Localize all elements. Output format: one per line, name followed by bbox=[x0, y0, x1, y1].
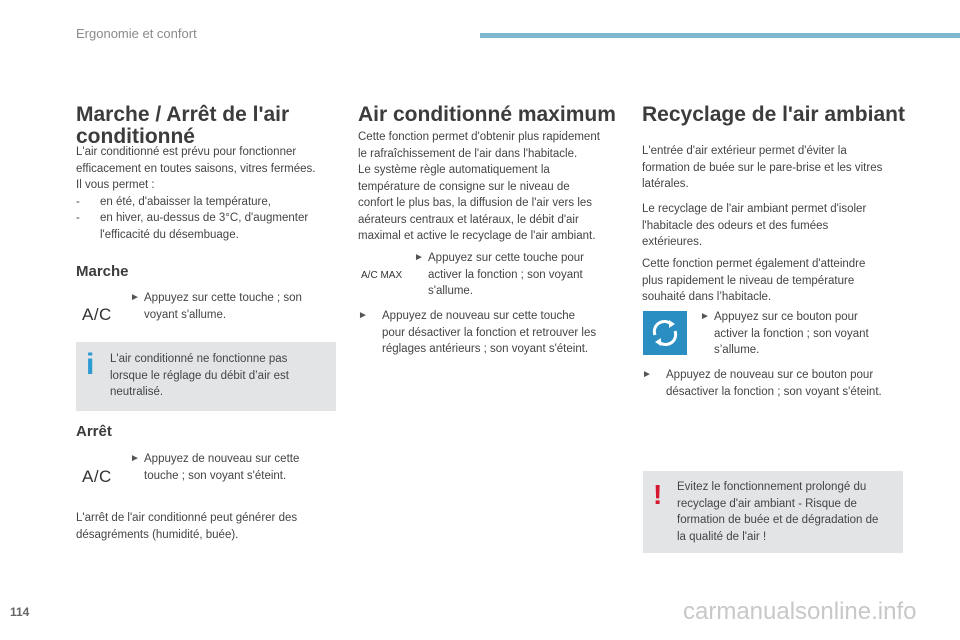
warning-icon: ! bbox=[653, 479, 663, 510]
header-accent-bar bbox=[480, 33, 960, 38]
col1-intro bbox=[76, 144, 346, 243]
ac-button-label: A/C bbox=[82, 305, 112, 324]
info-text: L'air conditionné ne fonctionne pas lorsque le réglage du débit d’air est neutralisé. bbox=[110, 353, 290, 398]
watermark: carmanualsonline.info bbox=[683, 598, 917, 625]
arrow-right-icon: ► bbox=[700, 311, 710, 322]
col3-para2: Le recyclage de l'air ambiant permet d'isoler l'habitacle des odeurs et des fumées extérieures. bbox=[642, 203, 867, 248]
col3-step2: ► Appuyez de nouveau sur ce bouton pour désactiver la fonction ; son voyant s'éteint. bbox=[642, 367, 922, 400]
ac-button-label: A/C bbox=[82, 467, 112, 486]
info-icon: i bbox=[86, 348, 95, 381]
col1-title: Marche / Arrêt de l'air conditionné bbox=[76, 103, 290, 148]
arrow-right-icon: ► bbox=[642, 369, 652, 380]
col1-intro-line: efficacement en toutes saisons, vitres fermées. bbox=[76, 162, 316, 175]
warning-box bbox=[643, 471, 903, 553]
marche-heading: Marche bbox=[76, 263, 129, 280]
ac-max-button-label: A/C MAX bbox=[361, 270, 403, 281]
section-title: Ergonomie et confort bbox=[76, 26, 197, 41]
col1-list-item: - en été, d'abaisser la température, bbox=[76, 195, 271, 208]
arret-heading: Arrêt bbox=[76, 423, 112, 440]
air-recirculation-button bbox=[643, 311, 687, 355]
col2-title: Air conditionné maximum bbox=[358, 103, 616, 126]
col2-intro: Cette fonction permet d'obtenir plus rapidement le rafraîchissement de l'air dans l'habitacle. Le système règle automatiquement la température de consigne sur le niveau de confort le plus bas, la diffusion de l'air vers les aérateurs centraux et latéraux, le débit d'air maximal et active le recyclage de l'air ambiant. bbox=[358, 131, 600, 242]
arrow-right-icon: ► bbox=[130, 292, 140, 303]
marche-instruction: ► Appuyez sur cette touche ; son voyant s'allume. bbox=[130, 290, 340, 323]
col1-intro-line: L'air conditionné est prévu pour fonctionner bbox=[76, 146, 297, 158]
col1-list-item: - en hiver, au-dessus de 3°C, d'augmenter l'efficacité du désembuage. bbox=[76, 212, 309, 241]
info-box bbox=[76, 342, 336, 411]
col1-outro: L'arrêt de l'air conditionné peut générer des désagréments (humidité, buée). bbox=[76, 512, 298, 541]
col1-intro-line: Il vous permet : bbox=[76, 179, 155, 191]
col2-step2: ► Appuyez de nouveau sur cette touche pour désactiver la fonction et retrouver les réglages antérieurs ; son voyant s'éteint. bbox=[358, 308, 633, 358]
page-number: 114 bbox=[10, 605, 30, 619]
col3-title: Recyclage de l'air ambiant bbox=[642, 103, 905, 126]
col3-step1: ► Appuyez sur ce bouton pour activer la fonction ; son voyant s’allume. bbox=[700, 309, 920, 359]
col3-para1: L'entrée d'air extérieur permet d'éviter la formation de buée sur le pare-brise et les vitres latérales. bbox=[642, 145, 883, 190]
arrow-right-icon: ► bbox=[130, 453, 140, 464]
arrow-right-icon: ► bbox=[358, 310, 368, 321]
arret-instruction: ► Appuyez de nouveau sur cette touche ; son voyant s'éteint. bbox=[130, 451, 340, 484]
col3-para3: Cette fonction permet également d'atteindre plus rapidement le niveau de température souhaité dans l’habitacle. bbox=[642, 258, 866, 303]
arrow-right-icon: ► bbox=[414, 252, 424, 263]
warning-text: Evitez le fonctionnement prolongé du recyclage d'air ambiant - Risque de formation de buée et de dégradation de la qualité de l'air ! bbox=[677, 481, 879, 543]
col2-step1: ► Appuyez sur cette touche pour activer la fonction ; son voyant s'allume. bbox=[414, 250, 624, 300]
recirculation-icon bbox=[643, 311, 687, 355]
